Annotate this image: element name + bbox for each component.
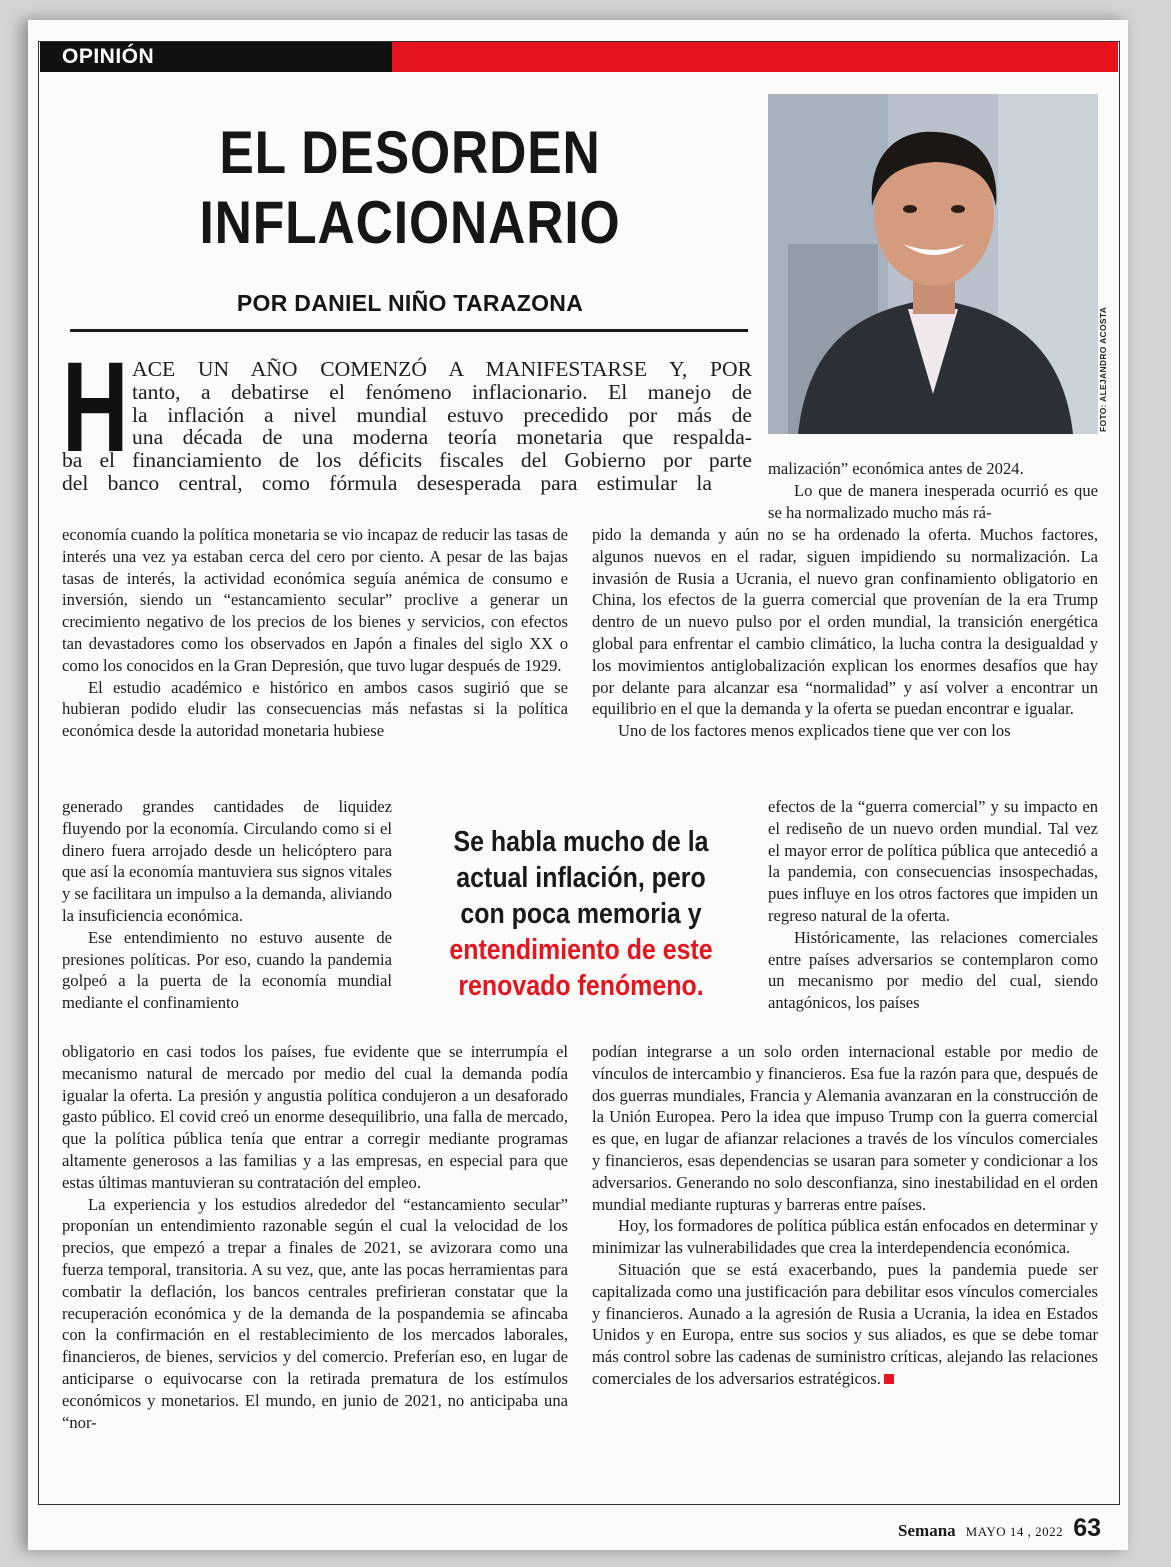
pull-quote-red: entendimiento de este renovado fenómeno. <box>449 934 713 1002</box>
page-footer <box>898 1514 1101 1543</box>
lead-line: la inflación a nivel mundial estuvo precedido por más de <box>132 402 752 427</box>
column-1-bottom <box>62 1041 568 1433</box>
body-paragraph: efectos de la “guerra comercial” y su impacto en el rediseño de un nuevo orden mundial. Tal vez el mayor error de política pública que antecedió a la pandemia, con consecuencias insospechadas, pues influye en los otros factores que impiden un regreso natural de la oferta. <box>768 797 1098 925</box>
lead-line: ACE UN AÑO COMENZÓ A MANIFESTARSE Y, POR <box>132 357 752 381</box>
lead-line: tanto, a debatirse el fenómeno inflacionario. El manejo de <box>132 379 752 404</box>
column-2-middle <box>768 796 1098 1014</box>
column-2-bottom <box>592 1041 1098 1390</box>
section-label: OPINIÓN <box>40 42 392 72</box>
issue-date: MAYO 14 , 2022 <box>965 1524 1064 1539</box>
body-paragraph: Uno de los factores menos explicados tiene que ver con los <box>618 721 1011 741</box>
headline-line-2: INFLACIONARIO <box>199 189 621 256</box>
page-number: 63 <box>1073 1514 1101 1542</box>
body-paragraph: economía cuando la política monetaria se vio incapaz de reducir las tasas de interés una vez ya estaban cerca del cero por ciento. A pesar de las bajas tasas de interés, la actividad económica seguía anémica de consumo e inversión, siendo un “estancamiento secular” proclive a generar un crecimiento negativo de los precios de los bienes y servicios, con efectos tan devastadores como los observados en Japón a finales del siglo XX o como los conocidos en la Gran Depresión, que tuvo lugar después de 1929. <box>62 525 568 675</box>
body-paragraph: Hoy, los formadores de política pública están enfocados en determinar y minimizar las vulnerabilidades que crea la interdependencia económica. <box>592 1216 1098 1258</box>
final-paragraph-text: Situación que se está exacerbando, pues la pandemia puede ser capitalizada como una justificación para debilitar esos vínculos comerciales y financieros. Aunado a la agresión de Rusia a Ucrania, la idea en Estados Unidos y en Europa, entre sus socios y sus aliados, es que se debe tomar más control sobre las cadenas de suministro críticas, alejando las relaciones comerciales de los adversarios estratégicos. <box>592 1259 1098 1388</box>
pull-quote-black: Se habla mucho de la actual inflación, pero con poca memoria y <box>453 826 709 930</box>
lead-line: ba el financiamiento de los déficits fiscales del Gobierno por parte <box>62 448 752 473</box>
lead-paragraph <box>62 336 752 495</box>
end-mark-icon <box>884 1374 894 1384</box>
body-paragraph: Históricamente, las relaciones comerciales entre países adversarios se contemplaron como un mecanismo por medio del cual, siendo antagónicos, los países <box>768 927 1098 1013</box>
body-paragraph: generado grandes cantidades de liquidez fluyendo por la economía. Circulando como si el dinero fuera arrojado desde un helicóptero para que así la economía mantuviera sus signos vitales y se facilitara un impulso a la demanda, aliviando la insuficiencia económica. <box>62 797 392 925</box>
body-paragraph: obligatorio en casi todos los países, fue evidente que se interrumpía el mecanismo natural de mercado por medio del cual la demanda podía igualar la oferta. La presión y angustia política condujeron a un desaforado gasto público. El covid creó un enorme desequilibrio, una falla de mercado, que la política pública tenía que entrar a corregir mediante programas altamente generosos a las familias y a las empresas, en especial para que estas últimas mantuvieran su contratación del empleo. <box>62 1042 568 1192</box>
body-paragraph: podían integrarse a un solo orden internacional estable por medio de vínculos de intercambio y financieros. Esa fue la razón para que, después de dos guerras mundiales, Francia y Alemania avanzaran en la construcción de la Unión Europea. Pero la idea que impuso Trump con la guerra comercial es que, en lugar de afianzar relaciones a través de los vínculos comerciales y financieros, esas dependencias se usaran para someter y condicionar a los adversarios. Generando no solo desconfianza, sino inestabilidad en el orden mundial mediante rupturas y barreras entre países. <box>592 1042 1098 1214</box>
lead-line: del banco central, como fórmula desesperada para estimular la <box>62 470 712 495</box>
author-photo <box>768 94 1098 434</box>
body-paragraph: malización” económica antes de 2024. <box>768 459 1024 478</box>
photo-credit: FOTO: ALEJANDRO ACOSTA <box>1098 306 1108 432</box>
publication-name: Semana <box>898 1521 956 1540</box>
pull-quote <box>432 824 730 1004</box>
column-1-middle <box>62 796 392 1014</box>
byline: POR DANIEL NIÑO TARAZONA <box>236 290 584 316</box>
headline-line-1: EL DESORDEN <box>219 119 601 186</box>
headline-rule <box>70 329 748 332</box>
author-portrait-illustration <box>768 94 1098 434</box>
body-paragraph: Lo que de manera inesperada ocurrió es que se ha normalizado mucho más rá- <box>768 480 1098 522</box>
body-paragraph: Ese entendimiento no estuvo ausente de presiones políticas. Por eso, cuando la pandemia golpeó a la puerta de la economía mundial mediante el confinamiento <box>62 927 392 1013</box>
column-2-top <box>768 458 1098 523</box>
column-1-top <box>62 524 568 742</box>
drop-cap: H <box>62 336 129 479</box>
body-paragraph <box>592 1259 1098 1390</box>
body-paragraph: pido la demanda y aún no se ha ordenado la oferta. Muchos factores, algunos nuevos en el radar, siguen impidiendo su normalización. La invasión de Rusia a Ucrania, el nuevo gran confinamiento obligatorio en China, los efectos de la guerra comercial que provenían de la era Trump dentro de un nuevo pulso por el orden mundial, la transición energética global para enfrentar el cambio climático, la lucha contra la desigualdad y los movimientos antiglobalización explican los enormes desafíos que hay por delante para alcanzar esa “normalidad” y así volver a encontrar un equilibrio en el que la demanda y la oferta se puedan encontrar e igualar. <box>592 525 1098 719</box>
body-paragraph: La experiencia y los estudios alrededor del “estancamiento secular” proponían un entendimiento razonable según el cual la velocidad de los precios, que empezó a trepar a finales de 2021, se avizorara como una fuerza temporal, transitoria. A su vez, que, ante las pocas herramientas para combatir la deflación, los bancos centrales prefirieran constatar que la recuperación económica y de la demanda de la pospandemia se afincaba con la confirmación en el restablecimiento de los mercados laborales, financieros, de bienes, servicios y del comercio. Preferían eso, en lugar de anticiparse o equivocarse con la retirada prematura de los estímulos económicos y monetarios. El mundo, en junio de 2021, no anticipaba una “nor- <box>62 1194 568 1432</box>
column-2-upper <box>592 524 1098 742</box>
body-paragraph: El estudio académico e histórico en ambos casos sugirió que se hubieran podido eludir las consecuencias más nefastas si la política económica desde la autoridad monetaria hubiese <box>62 677 568 741</box>
headline <box>118 118 703 258</box>
lead-line: una década de una moderna teoría monetaria que respalda- <box>132 425 752 450</box>
